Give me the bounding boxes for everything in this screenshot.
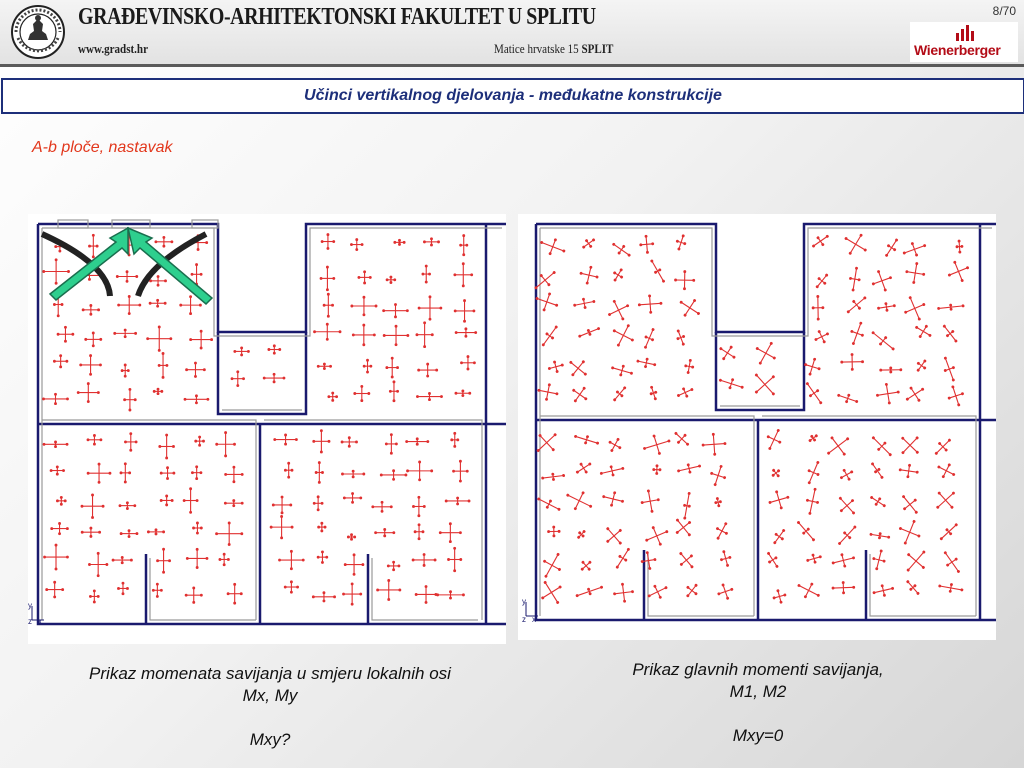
moment-cross-mark xyxy=(807,433,819,444)
moment-cross-mark xyxy=(675,294,704,322)
right-plan-drawing xyxy=(518,214,996,640)
moment-cross-mark xyxy=(831,551,856,570)
moment-cross-mark xyxy=(872,583,895,599)
moment-cross-mark xyxy=(718,375,745,392)
right-plan-walls xyxy=(540,228,992,616)
right-caption-line2: M1, M2 xyxy=(729,682,787,701)
moment-cross-mark xyxy=(712,520,731,542)
moment-cross-mark xyxy=(870,531,890,540)
moment-cross-mark xyxy=(767,488,792,511)
moment-cross-mark xyxy=(832,581,855,594)
moment-cross-mark xyxy=(547,359,565,374)
moment-cross-mark xyxy=(803,380,826,407)
moment-cross-mark xyxy=(613,582,635,603)
moment-cross-mark xyxy=(834,492,861,519)
right-moment-plan xyxy=(518,214,996,640)
moment-cross-mark xyxy=(671,429,692,449)
moment-cross-mark xyxy=(902,382,928,407)
moment-cross-mark xyxy=(871,549,888,572)
left-caption-line3: Mxy? xyxy=(249,730,291,749)
moment-cross-mark xyxy=(804,459,824,485)
address-street: Matice hrvatske 15 xyxy=(494,41,579,56)
moment-cross-mark xyxy=(573,296,596,310)
moment-cross-mark xyxy=(935,460,958,482)
moment-cross-mark xyxy=(771,588,787,605)
moment-cross-mark xyxy=(848,267,862,292)
moment-cross-mark xyxy=(563,486,596,515)
left-plan-beams xyxy=(28,214,506,644)
moment-cross-mark xyxy=(870,461,885,479)
moment-cross-mark xyxy=(599,463,624,478)
moment-cross-mark xyxy=(642,522,671,549)
moment-cross-mark xyxy=(836,391,858,406)
moment-cross-mark xyxy=(606,435,624,454)
moment-cross-mark xyxy=(938,582,963,595)
moment-cross-mark xyxy=(677,461,702,475)
moment-cross-mark xyxy=(639,235,654,254)
moment-cross-mark xyxy=(875,382,901,406)
moment-cross-mark xyxy=(681,492,692,520)
moment-cross-mark xyxy=(937,303,964,312)
moment-cross-mark xyxy=(839,228,871,260)
moment-cross-mark xyxy=(537,549,566,581)
moment-cross-mark xyxy=(714,497,722,507)
moment-cross-mark xyxy=(715,582,735,602)
moment-cross-mark xyxy=(608,320,638,351)
moment-cross-mark xyxy=(956,240,964,253)
moment-cross-mark xyxy=(641,327,657,350)
moment-cross-mark xyxy=(574,432,600,447)
moment-cross-mark xyxy=(945,257,973,285)
moment-cross-mark xyxy=(751,337,781,369)
moment-cross-mark xyxy=(869,267,895,294)
left-caption-line1: Prikaz momenata savijanja u smjeru lokalnih osi xyxy=(89,664,451,683)
moment-cross-mark xyxy=(610,240,633,260)
faculty-name: GRAĐEVINSKO-ARHITEKTONSKI FAKULTET U SPLITU xyxy=(78,4,596,30)
left-axis-z-label: z xyxy=(28,617,32,626)
moment-cross-mark xyxy=(847,320,867,346)
moment-cross-mark xyxy=(604,296,633,325)
moment-cross-mark xyxy=(578,558,594,574)
right-axis-x-label: x xyxy=(532,615,536,624)
address-city: SPLIT xyxy=(581,41,614,56)
header-divider xyxy=(0,64,1024,67)
sponsor-logo-text: Wienerberger xyxy=(914,42,1001,58)
left-axis-y-label: y xyxy=(28,601,32,610)
faculty-address xyxy=(494,41,613,57)
moment-cross-mark xyxy=(836,523,859,547)
moment-cross-mark xyxy=(938,522,959,542)
right-figure-caption xyxy=(508,659,1008,747)
moment-cross-mark xyxy=(610,267,625,284)
slide-title: Učinci vertikalnog djelovanja - međukatne konstrukcije xyxy=(304,87,722,104)
right-moment-crosses xyxy=(530,228,972,609)
moment-cross-mark xyxy=(812,328,831,346)
moment-cross-mark xyxy=(648,385,659,400)
moment-cross-mark xyxy=(869,433,895,459)
moment-cross-mark xyxy=(897,491,923,518)
left-plan-drawing xyxy=(28,214,506,644)
moment-cross-mark xyxy=(821,429,855,462)
moment-cross-mark xyxy=(763,427,785,453)
left-moment-plan xyxy=(28,214,506,644)
moment-cross-mark xyxy=(575,584,603,599)
moment-cross-mark xyxy=(601,489,625,508)
moment-cross-mark xyxy=(613,546,632,570)
slide-header xyxy=(0,0,1024,66)
moment-cross-mark xyxy=(806,552,823,565)
moment-cross-mark xyxy=(869,494,888,510)
moment-cross-mark xyxy=(810,232,831,251)
moment-cross-mark xyxy=(895,517,925,548)
right-caption-line3: Mxy=0 xyxy=(732,726,784,745)
moment-cross-mark xyxy=(901,239,928,260)
moment-cross-mark xyxy=(639,489,661,514)
right-caption-line1: Prikaz glavnih momenti savijanja, xyxy=(632,660,884,679)
moment-cross-mark xyxy=(675,548,699,572)
moment-cross-mark xyxy=(813,272,831,291)
moment-cross-mark xyxy=(576,529,587,540)
wienerberger-mark-icon xyxy=(955,23,975,41)
moment-cross-mark xyxy=(649,259,667,284)
moment-cross-mark xyxy=(674,234,688,252)
left-caption-line2: Mx, My xyxy=(242,686,298,705)
moment-cross-mark xyxy=(636,356,656,369)
moment-cross-mark xyxy=(912,321,934,342)
moment-cross-mark xyxy=(580,236,597,251)
moment-cross-mark xyxy=(940,549,964,576)
moment-cross-mark xyxy=(676,385,695,401)
moment-cross-mark xyxy=(940,323,959,344)
moment-cross-mark xyxy=(945,384,966,409)
moment-cross-mark xyxy=(747,366,783,403)
moment-cross-mark xyxy=(541,472,565,482)
moment-cross-mark xyxy=(770,527,787,546)
moment-cross-mark xyxy=(764,550,781,570)
moment-cross-mark xyxy=(578,326,601,340)
moment-cross-mark xyxy=(880,367,902,373)
moment-cross-mark xyxy=(940,356,958,383)
moment-cross-mark xyxy=(539,324,560,348)
moment-cross-mark xyxy=(930,485,961,516)
moment-cross-mark xyxy=(716,342,739,364)
moment-cross-mark xyxy=(641,431,673,458)
moment-cross-mark xyxy=(538,234,568,259)
moment-cross-mark xyxy=(645,581,670,603)
moment-cross-mark xyxy=(638,294,663,314)
moment-cross-mark xyxy=(578,264,600,286)
moment-cross-mark xyxy=(932,436,954,458)
moment-cross-mark xyxy=(894,430,925,461)
faculty-website[interactable]: www.gradst.hr xyxy=(78,41,148,56)
moment-cross-mark xyxy=(914,358,929,374)
moment-cross-mark xyxy=(795,519,817,543)
moment-cross-mark xyxy=(653,465,661,475)
moment-cross-mark xyxy=(548,526,560,537)
moment-cross-mark xyxy=(574,459,594,477)
right-axis-z-label: z xyxy=(522,615,526,624)
moment-cross-mark xyxy=(675,271,695,290)
moment-cross-mark xyxy=(600,522,628,550)
university-seal-icon xyxy=(10,4,66,60)
moment-cross-mark xyxy=(674,329,687,347)
moment-cross-mark xyxy=(841,353,864,370)
moment-cross-mark xyxy=(683,581,702,600)
sponsor-logo xyxy=(910,22,1018,62)
moment-cross-mark xyxy=(795,578,823,603)
left-axis-x-label: x xyxy=(38,617,42,626)
moment-cross-mark xyxy=(708,463,729,488)
moment-cross-mark xyxy=(564,355,591,382)
moment-cross-mark xyxy=(770,467,782,479)
moment-cross-mark xyxy=(568,383,591,406)
moment-cross-mark xyxy=(877,301,896,312)
moment-cross-mark xyxy=(904,579,921,597)
page-number: 8/70 xyxy=(992,4,1016,18)
moment-cross-mark xyxy=(900,293,930,324)
slide-title-box xyxy=(1,78,1024,114)
moment-cross-mark xyxy=(611,385,628,403)
right-axis-y-label: y xyxy=(522,597,526,606)
moment-cross-mark xyxy=(882,237,901,259)
moment-cross-mark xyxy=(804,487,821,515)
moment-cross-mark xyxy=(684,359,695,374)
right-plan-beams xyxy=(536,224,996,620)
moment-cross-mark xyxy=(701,433,726,456)
moment-cross-mark xyxy=(904,261,926,285)
moment-cross-mark xyxy=(838,466,856,483)
moment-cross-mark xyxy=(719,549,733,567)
moment-cross-mark xyxy=(812,296,824,321)
moment-cross-mark xyxy=(900,544,933,577)
moment-cross-mark xyxy=(898,463,919,479)
moment-cross-mark xyxy=(869,328,897,353)
moment-cross-mark xyxy=(844,293,869,316)
slide-subtitle: A-b ploče, nastavak xyxy=(32,139,173,156)
left-figure-caption xyxy=(20,663,520,751)
moment-cross-mark xyxy=(610,362,634,378)
